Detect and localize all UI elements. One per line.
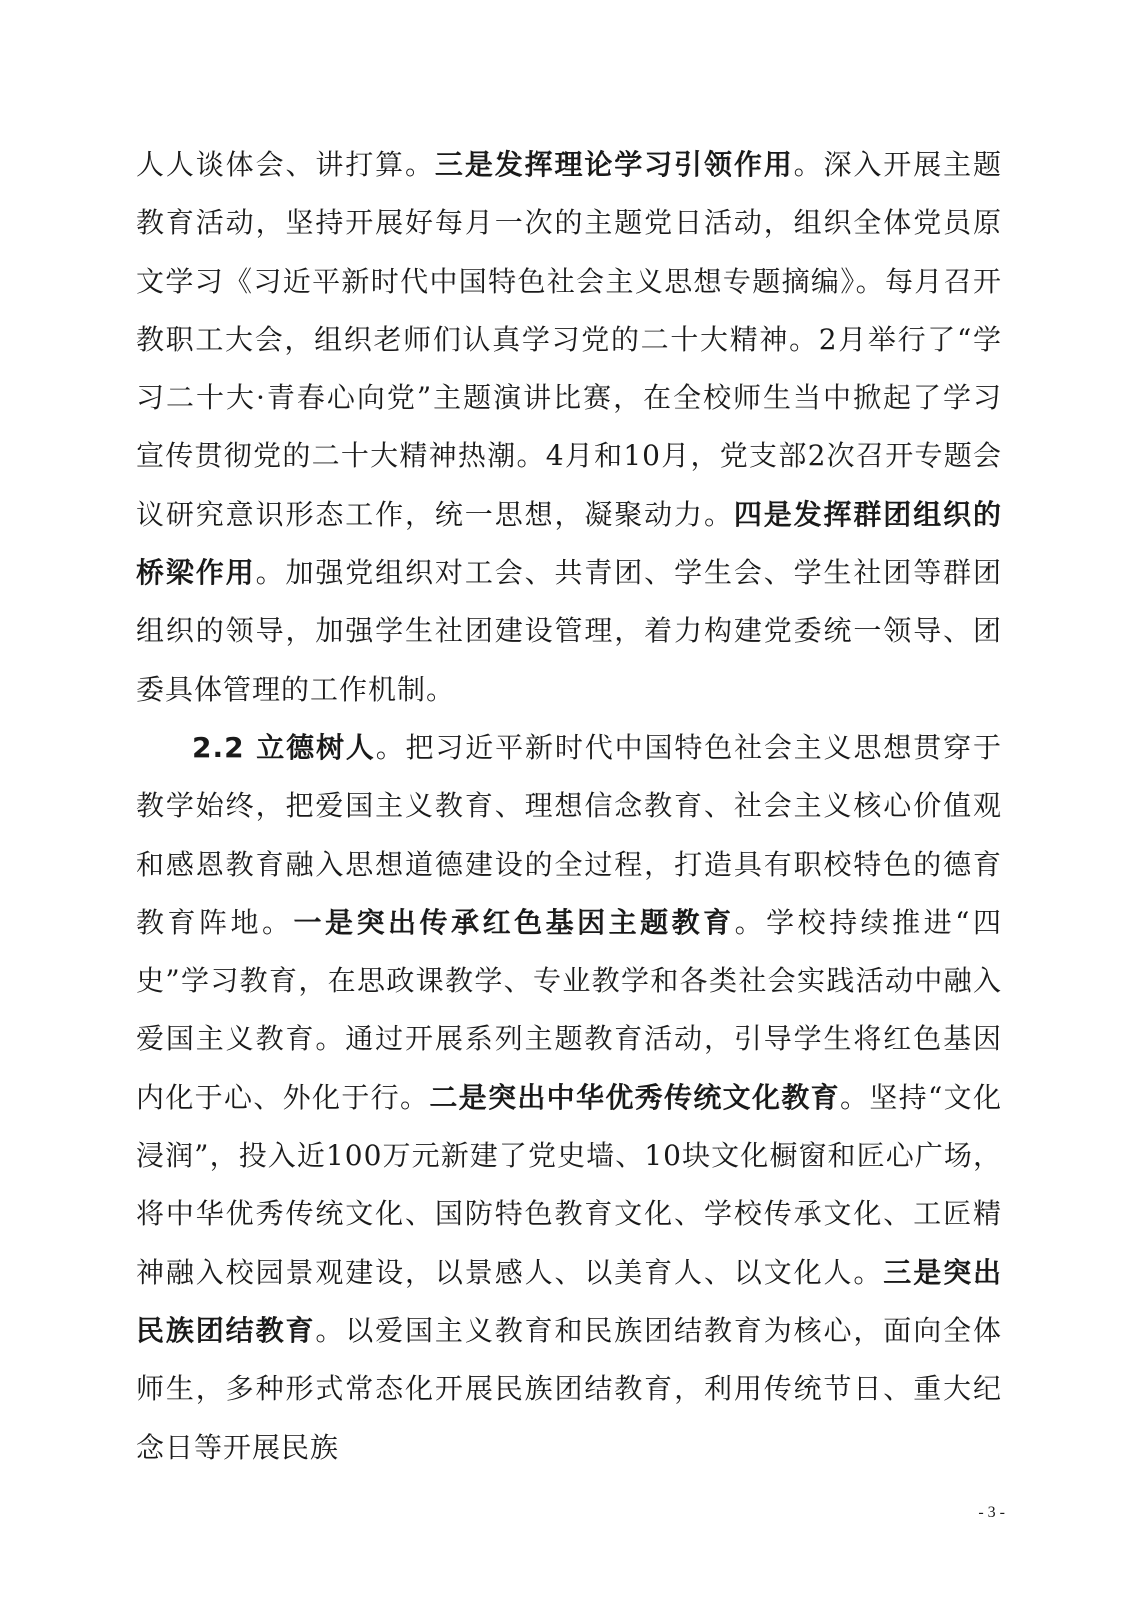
paragraph-party-building <box>136 136 1002 719</box>
heading-run: 一是突出传承红色基因主题教育 <box>293 905 735 939</box>
section-heading: 2.2 立德树人 <box>192 730 376 764</box>
text-run: 人人谈体会、讲打算。 <box>136 148 435 181</box>
heading-run: 四是发挥群团组织的桥梁作用 <box>136 497 1002 590</box>
text-run: 。坚持“文化浸润”，投入近100万元新建了党史墙、10块文化橱窗和匠心广场，将中华优秀传统文化、国防特色教育文化、学校传承文化、工匠精神融入校园景观建设，以景感人、以美育人、以文化人。 <box>136 1080 1002 1289</box>
text-run: 。学校持续推进“四史”学习教育，在思政课教学、专业教学和各类社会实践活动中融入爱国主义教育。通过开展系列主题教育活动，引导学生将红色基因内化于心、外化于行。 <box>136 905 1002 1114</box>
body-text <box>136 136 1002 1477</box>
heading-run: 三是发挥理论学习引领作用 <box>434 148 794 181</box>
text-run: 。加强党组织对工会、共青团、学生会、学生社团等群团组织的领导，加强学生社团建设管理，着力构建党委统一领导、团委具体管理的工作机制。 <box>136 556 1002 706</box>
heading-run: 二是突出中华优秀传统文化教育 <box>429 1080 840 1114</box>
text-run: 。深入开展主题教育活动，坚持开展好每月一次的主题党日活动，组织全体党员原文学习《习近平新时代中国特色社会主义思想专题摘编》。每月召开教职工大会，组织老师们认真学习党的二十大精神。2月举行了“学习二十大·青春心向党”主题演讲比赛，在全校师生当中掀起了学习宣传贯彻党的二十大精神热潮。4月和10月，党支部2次召开专题会议研究意识形态工作，统一思想，凝聚动力。 <box>136 148 1002 531</box>
paragraph-moral-education <box>136 719 1002 1477</box>
page-number: - 3 - <box>978 1504 1005 1521</box>
heading-run: 三是突出民族团结教育 <box>136 1255 1002 1347</box>
text-run: 。把习近平新时代中国特色社会主义思想贯穿于教学始终，把爱国主义教育、理想信念教育、社会主义核心价值观和感恩教育融入思想道德建设的全过程，打造具有职校特色的德育教育阵地。 <box>136 730 1002 939</box>
text-run: 。以爱国主义教育和民族团结教育为核心，面向全体师生，多种形式常态化开展民族团结教育，利用传统节日、重大纪念日等开展民族 <box>136 1313 1002 1464</box>
